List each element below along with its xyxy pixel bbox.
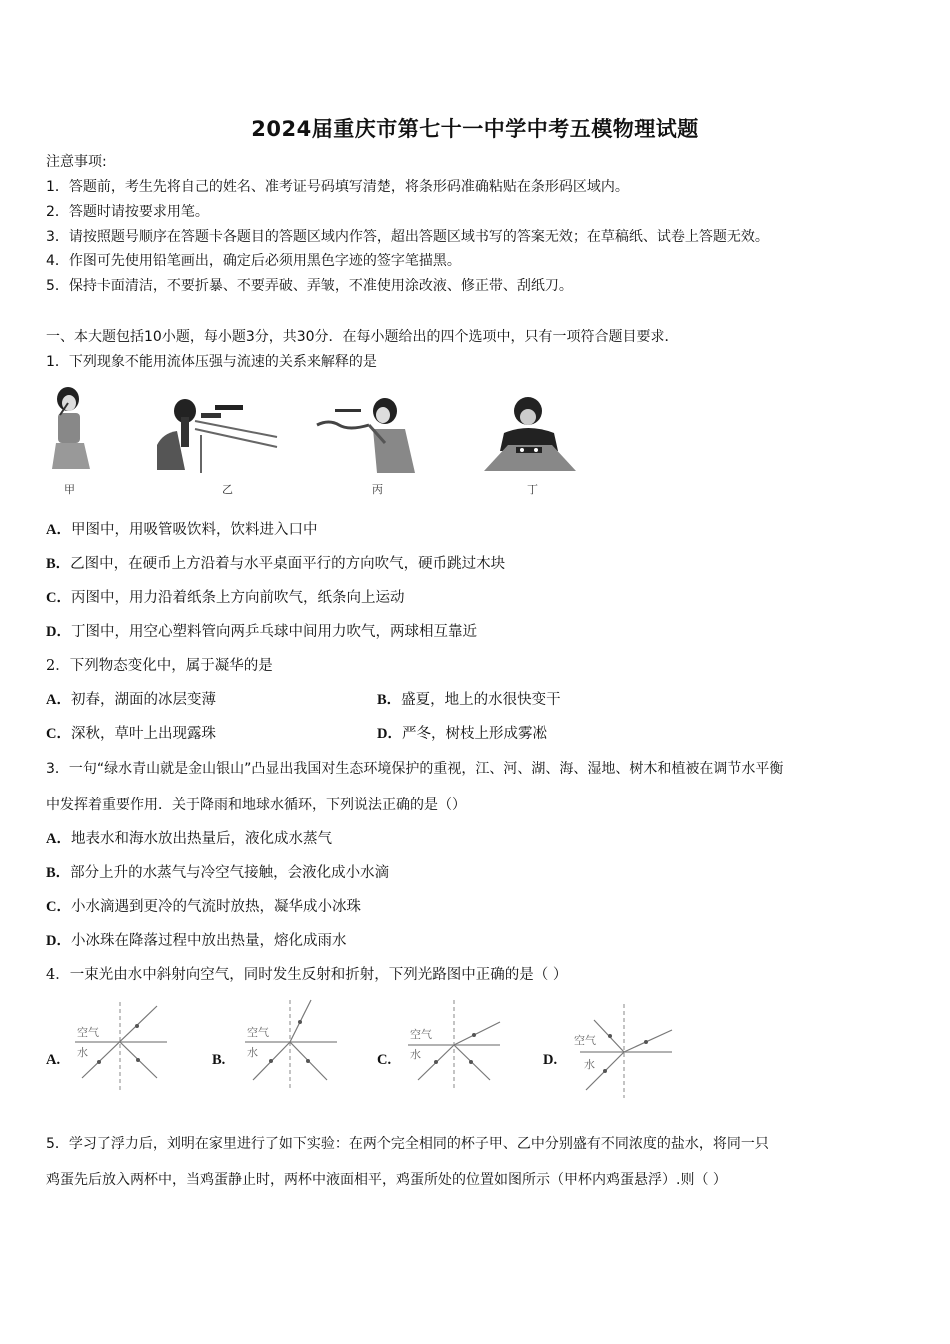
question-3-stem-line1 [46,759,783,779]
question-text: 下列现象不能用流体压强与流速的关系来解释的是 [68,354,377,370]
question-text: 学习了浮力后，刘明在家里进行了如下实验：在两个完全相同的杯子甲、乙中分别盛有不同浓度的盐水，将同一只 [68,1136,769,1152]
option-text: 严冬，树枝上形成雾凇 [401,726,547,742]
light-path-diagram-b [245,998,340,1090]
option-label: B． [46,556,71,572]
option-text: 初春，湖面的冰层变薄 [70,692,216,708]
coin-blowing-illustration [155,395,280,475]
question-1-option-d [46,622,477,642]
section-heading: 一、本大题包括10小题，每小题3分，共30分．在每小题给出的四个选项中，只有一项符合题目要求． [46,329,679,345]
water-label: 水 [584,1058,595,1071]
air-label: 空气 [247,1026,269,1039]
air-label: 空气 [77,1026,99,1039]
question-3-option-b [46,863,389,883]
question-2-stem [46,656,273,676]
option-text: 丁图中，用空心塑料管向两乒乓球中间用力吹气，两球相互靠近 [70,624,477,640]
option-text: 地表水和海水放出热量后，液化成水蒸气 [70,831,332,847]
question-4-option-b-label: B. [212,1052,226,1068]
question-3-stem-line2: 中发挥着重要作用．关于降雨和地球水循环，下列说法正确的是（） [46,797,466,813]
option-text: 甲图中，用吸管吸饮料，饮料进入口中 [70,522,318,538]
question-2-option-a [46,690,216,710]
question-3-option-c [46,897,361,917]
notice-item-3: 3．请按照题号顺序在答题卡各题目的答题区域内作答，超出答题区域书写的答案无效；在草稿纸、试卷上答题无效。 [46,229,769,245]
option-label: C． [46,590,71,606]
option-label: D． [377,726,402,742]
notice-heading: 注意事项: [46,154,107,170]
option-text: 盛夏，地上的水很快变干 [401,692,561,708]
question-1-stem [46,352,377,372]
option-label: A． [46,522,71,538]
ping-pong-blowing-illustration [480,395,580,475]
question-4-diagram-d [572,1002,672,1098]
notice-item-4: 4．作图可先使用铅笔画出，确定后必须用黑色字迹的签字笔描黑。 [46,253,461,269]
question-5-stem-line2: 鸡蛋先后放入两杯中，当鸡蛋静止时，两杯中液面相平，鸡蛋所处的位置如图所示（甲杯内鸡蛋悬浮）.则（ ） [46,1172,727,1188]
question-4-option-c-label: C. [377,1052,392,1068]
option-text: 部分上升的水蒸气与冷空气接触，会液化成小水滴 [70,865,390,881]
option-label: C． [46,899,71,915]
option-label: D． [46,933,71,949]
light-path-diagram-d [572,1002,672,1098]
question-4-option-d-label: D. [543,1052,558,1068]
air-label: 空气 [410,1028,432,1041]
light-path-diagram-a [75,1000,170,1090]
question-1-option-b [46,554,505,574]
figure-label-ding: 丁 [527,483,538,496]
question-number: 2． [46,658,70,674]
page-title: 2024届重庆市第七十一中学中考五模物理试题 [251,117,699,141]
option-label: A． [46,831,71,847]
question-number: 3． [46,761,69,777]
question-text: 一句“绿水青山就是金山银山”凸显出我国对生态环境保护的重视，江、河、湖、海、湿地、树木和植被在调节水平衡 [68,761,784,777]
question-5-stem-line1 [46,1134,769,1154]
air-label: 空气 [574,1034,596,1047]
question-number: 1． [46,354,69,370]
question-4-diagram-c [408,998,503,1090]
figure-ding [480,395,580,475]
question-number: 5． [46,1136,69,1152]
water-label: 水 [410,1048,421,1061]
question-2-option-b [377,690,561,710]
option-text: 小冰珠在降落过程中放出热量，熔化成雨水 [70,933,347,949]
question-text: 一束光由水中斜射向空气，同时发生反射和折射，下列光路图中正确的是（ ） [69,967,568,983]
notice-item-1: 1．答题前，考生先将自己的姓名、准考证号码填写清楚，将条形码准确粘贴在条形码区域内。 [46,179,629,195]
question-4-diagram-a [75,1000,170,1090]
figure-label-bing: 丙 [372,483,383,496]
question-4-stem [46,965,567,985]
figure-jia [46,385,96,475]
figure-bing [315,395,425,475]
figure-label-jia: 甲 [64,483,75,496]
option-label: D． [46,624,71,640]
notice-item-5: 5．保持卡面清洁，不要折暴、不要弄破、弄皱，不准使用涂改液、修正带、刮纸刀。 [46,278,573,294]
option-text: 深秋，草叶上出现露珠 [70,726,216,742]
question-3-option-a [46,829,332,849]
option-text: 小水滴遇到更冷的气流时放热，凝华成小冰珠 [70,899,361,915]
question-4-option-a-label: A. [46,1052,61,1068]
question-3-option-d [46,931,346,951]
option-label: C． [46,726,71,742]
girl-drinking-illustration [46,385,96,475]
light-path-diagram-c [408,998,503,1090]
option-label: B． [46,865,71,881]
figure-yi [155,395,280,475]
option-label: A． [46,692,71,708]
question-1-option-c [46,588,404,608]
figure-label-yi: 乙 [222,483,233,496]
question-2-option-c [46,724,216,744]
water-label: 水 [247,1046,258,1059]
water-label: 水 [77,1046,88,1059]
option-label: B． [377,692,402,708]
question-2-option-d [377,724,547,744]
question-4-diagram-b [245,998,340,1090]
option-text: 乙图中，在硬币上方沿着与水平桌面平行的方向吹气，硬币跳过木块 [70,556,506,572]
question-1-option-a [46,520,317,540]
question-text: 下列物态变化中，属于凝华的是 [69,658,273,674]
paper-strip-blowing-illustration [315,395,425,475]
question-number: 4． [46,967,70,983]
notice-item-2: 2．答题时请按要求用笔。 [46,204,209,220]
option-text: 丙图中，用力沿着纸条上方向前吹气，纸条向上运动 [70,590,405,606]
